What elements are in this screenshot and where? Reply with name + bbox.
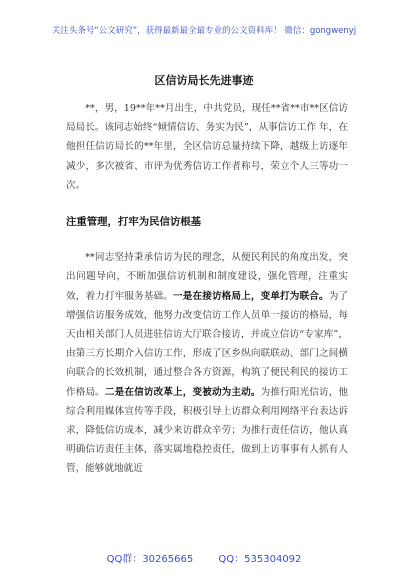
header-note: 关注头条号“公文研究”，获得最新最全最专业的公文资料库！ 微信：gongwenyj — [51, 26, 357, 36]
footer-qq-group: QQ群：30265665 — [106, 554, 194, 565]
paragraph-text: 为推行阳光信访，他综合利用媒体宣传等手段，积极引导上访群众利用网络平台表达诉求，降低信访成本，减少来访群众辛劳；为推行责任信访，他认真明确信访责任主体，落实属地稳控责任，做到上访事事有人抓有人管，能够就地就近 — [66, 386, 349, 475]
paragraph-intro: **，男，19**年**月出生，中共党员，现任**省**市**区信访局局长。该同志始终“倾情信访、务实为民”，从事信访工作 年，在他担任信访局长的**年里，全区信访总量持续下降，越级上访逐年减少，多次被省、市评为优秀信访工作者称号，荣立个人三等功一次。 — [66, 103, 348, 191]
section-heading: 注重管理，打牢为民信访根基 — [66, 216, 202, 229]
paragraph-text: 为了增强信访服务成效，他努力改变信访工作人员单一接访的格局，每天由相关部门人员进驻信访大厅联合接访，并成立信访“专家库”，由第三方长期介入信访工作，形成了区乡纵向联联动、部门之间横向联合的长效机制，通过整合各方资源，构筑了便民利民的接访工作格局。 — [66, 290, 349, 398]
footer-qq: QQ：535304092 — [218, 554, 302, 565]
footer-contact — [0, 550, 408, 565]
bold-point-1: 一是在接访格局上，变单打为联合。 — [173, 290, 329, 302]
bold-point-2: 二是在信访改革上，变被动为主动。 — [104, 386, 261, 398]
document-title: 区信访局长先进事迹 — [154, 74, 254, 87]
paragraph-management — [66, 248, 348, 478]
paragraph-text: **同志坚持秉承信访为民的理念，从便民利民的角度出发，突出问题导向，不断加强信访机制和制度建设，强化管理，注重实效，着力打牢服务基础。 — [66, 252, 348, 302]
document-body — [66, 99, 348, 479]
